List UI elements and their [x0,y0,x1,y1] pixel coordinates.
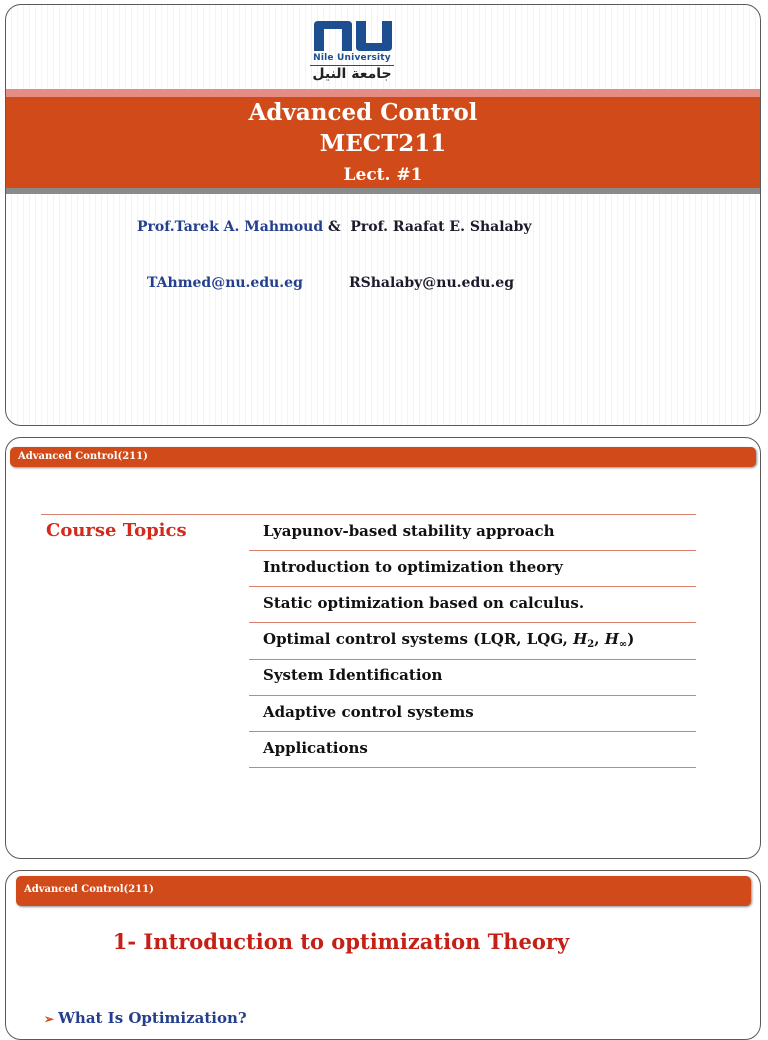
email-2[interactable]: RShalaby@nu.edu.eg [349,275,514,291]
title-band-bottom-stripe [6,188,760,194]
topic-text: Optimal control systems (LQR, LQG, [263,630,574,648]
topic-item: System Identification [263,666,443,684]
slide-header-text: Advanced Control(211) [18,451,148,462]
course-topics-heading: Course Topics [46,520,187,541]
title-band-top-stripe [6,89,760,97]
row-divider [249,550,696,551]
email-1[interactable]: TAhmed@nu.edu.eg [147,275,303,291]
logo-english-name: Nile University [313,53,391,63]
h-subscript-infinity: ∞ [618,639,628,650]
course-topics-slide [5,437,761,859]
introduction-slide [5,870,761,1040]
professor-1: Prof.Tarek A. Mahmoud [137,219,324,235]
h-symbol: H [573,630,588,648]
row-divider [249,731,696,732]
row-divider [249,695,696,696]
topic-item: Applications [263,739,368,757]
math-comma: , [594,630,605,648]
professor-separator: & [328,219,341,235]
topic-item: Static optimization based on calculus. [263,594,585,612]
row-divider [249,659,696,660]
h-subscript-2: 2 [587,639,595,650]
slide-header-bar [16,876,751,906]
title-slide [5,4,761,426]
professors-line [137,219,532,235]
lecture-number: Lect. #1 [343,165,423,185]
table-top-rule [41,514,696,515]
slide-header-bar [10,447,756,467]
nile-university-logo [302,19,402,89]
nu-logo-icon [308,19,396,53]
course-code: MECT211 [319,130,447,157]
row-divider [249,586,696,587]
slide-header-text: Advanced Control(211) [24,884,154,895]
h-symbol: H [604,630,619,648]
arrow-bullet-icon: ➢ [44,1012,55,1026]
bullet-item [44,1009,247,1027]
logo-arabic-name: جامعة النيل [312,66,392,82]
row-divider [249,622,696,623]
title-band [6,97,760,188]
topic-item-optimal-control [263,630,634,650]
topic-item: Lyapunov-based stability approach [263,522,555,540]
course-title: Advanced Control [248,99,478,126]
bullet-text: What Is Optimization? [58,1009,247,1027]
table-bottom-rule [249,767,696,768]
topic-item: Introduction to optimization theory [263,558,563,576]
professor-2: Prof. Raafat E. Shalaby [350,219,532,235]
topic-close-paren: ) [627,630,635,648]
section-title: 1- Introduction to optimization Theory [112,929,570,954]
topic-item: Adaptive control systems [263,703,474,721]
